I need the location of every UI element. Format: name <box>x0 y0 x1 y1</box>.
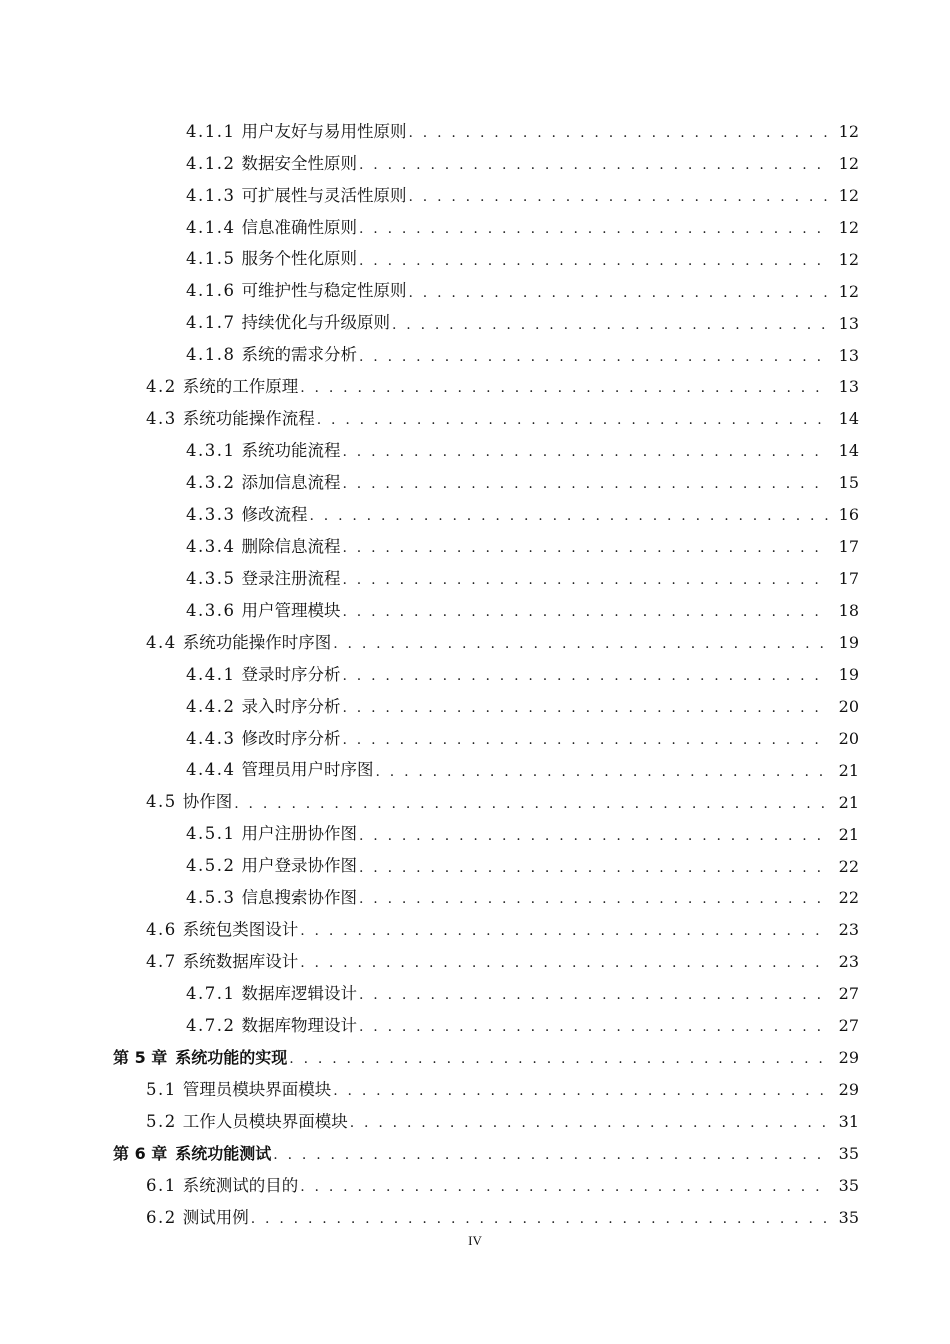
toc-entry-title <box>186 283 406 300</box>
toc-dot-leader <box>289 1052 829 1066</box>
toc-entry[interactable] <box>0 531 950 563</box>
toc-entry[interactable] <box>0 627 950 659</box>
toc-entry-page: 17 <box>838 569 859 589</box>
toc-entry-title <box>186 251 357 268</box>
toc-entry-number: 第 5 章 <box>113 1048 168 1068</box>
toc-entry-page: 35 <box>838 1143 859 1163</box>
toc-entry-number: 6.1 <box>146 1175 177 1195</box>
toc-entry-text: 信息搜索协作图 <box>241 888 357 908</box>
toc-entry-page: 20 <box>838 696 859 716</box>
toc-entry-page: 19 <box>838 632 859 652</box>
toc-dot-leader <box>300 381 829 395</box>
toc-entry-title <box>146 1111 348 1131</box>
toc-dot-leader <box>359 158 829 172</box>
toc-entry-page: 13 <box>838 345 859 365</box>
toc-entry[interactable] <box>0 372 950 404</box>
toc-entry-title <box>113 1050 287 1066</box>
toc-dot-leader <box>342 605 829 619</box>
toc-entry-title <box>186 568 341 588</box>
toc-dot-leader <box>342 445 829 459</box>
toc-entry[interactable] <box>0 914 950 946</box>
toc-dot-leader <box>273 1148 829 1162</box>
toc-entry-number: 4.1.5 <box>186 249 236 269</box>
toc-entry-page: 27 <box>838 1016 859 1036</box>
toc-entry[interactable] <box>0 435 950 467</box>
toc-entry[interactable] <box>0 1170 950 1202</box>
toc-entry[interactable] <box>0 467 950 499</box>
toc-entry-title <box>146 922 298 939</box>
toc-entry-text: 数据库逻辑设计 <box>241 984 357 1004</box>
toc-entry-text: 用户注册协作图 <box>241 824 357 844</box>
toc-dot-leader <box>359 988 829 1002</box>
toc-entry-title <box>186 153 357 173</box>
toc-entry-text: 系统功能流程 <box>241 441 341 461</box>
toc-entry-text: 登录注册流程 <box>241 568 341 588</box>
toc-entry-number: 4.1.1 <box>186 121 236 141</box>
toc-entry-text: 修改流程 <box>241 504 308 524</box>
toc-entry-number: 第 6 章 <box>113 1143 168 1163</box>
toc-dot-leader <box>342 477 829 491</box>
toc-entry-text: 系统的需求分析 <box>241 345 357 365</box>
toc-entry[interactable] <box>0 946 950 978</box>
toc-entry-page: 27 <box>838 984 859 1004</box>
toc-entry-page: 13 <box>838 313 859 333</box>
toc-dot-leader <box>408 286 829 300</box>
toc-dot-leader <box>359 350 829 364</box>
toc-entry[interactable] <box>0 723 950 755</box>
toc-entry-page: 23 <box>838 920 859 940</box>
toc-entry-number: 4.3.4 <box>186 536 236 556</box>
toc-entry-text: 用户登录协作图 <box>241 856 357 876</box>
toc-entry-number: 4.1.7 <box>186 313 236 333</box>
toc-entry[interactable] <box>0 978 950 1010</box>
toc-dot-leader <box>359 222 829 236</box>
toc-entry-text: 数据安全性原则 <box>241 153 357 173</box>
toc-entry-number: 5.2 <box>146 1111 177 1131</box>
toc-dot-leader <box>392 318 829 332</box>
toc-dot-leader <box>309 509 829 523</box>
toc-entry[interactable] <box>0 1106 950 1138</box>
toc-entry-title <box>146 632 332 652</box>
toc-entry-text: 数据库物理设计 <box>241 1015 357 1035</box>
toc-entry[interactable] <box>0 340 950 372</box>
toc-entry[interactable] <box>0 787 950 819</box>
toc-entry-page: 29 <box>838 1080 859 1100</box>
toc-entry-page: 16 <box>838 505 859 525</box>
toc-entry-text: 系统的工作原理 <box>182 377 299 397</box>
toc-entry-page: 19 <box>838 664 859 684</box>
toc-entry-number: 4.3 <box>146 409 177 429</box>
toc-entry[interactable] <box>0 116 950 148</box>
toc-entry-page: 22 <box>838 888 859 908</box>
toc-entry-number: 4.5.2 <box>186 856 236 876</box>
toc-entry-number: 4.2 <box>146 377 177 397</box>
toc-entry-page: 35 <box>838 1175 859 1195</box>
toc-entry-text: 测试用例 <box>182 1207 249 1227</box>
toc-entry-title <box>186 475 340 492</box>
toc-entry-title <box>186 890 357 907</box>
toc-entry-number: 4.5.1 <box>186 824 236 844</box>
toc-entry-text: 工作人员模块界面模块 <box>182 1111 348 1131</box>
toc-entry-text: 管理员模块界面模块 <box>182 1079 332 1099</box>
toc-dot-leader <box>359 829 829 843</box>
toc-entry-text: 信息准确性原则 <box>241 217 357 237</box>
toc-entry-text: 服务个性化原则 <box>241 249 357 269</box>
toc-entry-page: 35 <box>838 1207 859 1227</box>
toc-entry-number: 4.4.4 <box>186 760 236 780</box>
toc-entry-number: 4.1.4 <box>186 217 236 237</box>
toc-entry-text: 修改时序分析 <box>241 728 341 748</box>
toc-entry-title <box>186 185 407 205</box>
toc-dot-leader <box>342 669 829 683</box>
toc-entry-title <box>186 986 357 1003</box>
toc-entry-title <box>186 762 373 779</box>
toc-dot-leader <box>300 1180 829 1194</box>
toc-entry-page: 13 <box>838 377 859 397</box>
toc-dot-leader <box>408 190 829 204</box>
toc-entry[interactable] <box>0 499 950 531</box>
toc-entry[interactable] <box>0 1010 950 1042</box>
toc-entry-text: 管理员用户时序图 <box>241 760 374 780</box>
toc-dot-leader <box>251 1212 829 1226</box>
toc-entry-title <box>146 1207 249 1227</box>
toc-entry-title <box>186 728 341 748</box>
toc-entry-title <box>186 536 341 556</box>
toc-dot-leader <box>408 126 829 140</box>
toc-dot-leader <box>300 924 829 938</box>
toc-dot-leader <box>359 254 829 268</box>
toc-entry[interactable] <box>0 1138 950 1170</box>
toc-entry-title <box>186 504 308 524</box>
toc-entry-number: 4.4.2 <box>186 696 236 716</box>
toc-entry-number: 4.3.5 <box>186 568 236 588</box>
toc-entry-title <box>146 411 315 428</box>
toc-entry-text: 系统功能操作流程 <box>182 409 315 429</box>
toc-dot-leader <box>300 956 829 970</box>
toc-entry-number: 4.1.8 <box>186 345 236 365</box>
toc-entry-text: 用户管理模块 <box>241 600 341 620</box>
toc-entry[interactable] <box>0 1202 950 1234</box>
table-of-contents <box>0 116 950 1234</box>
toc-entry[interactable] <box>0 1042 950 1074</box>
toc-entry-page: 12 <box>838 121 859 141</box>
toc-entry[interactable] <box>0 691 950 723</box>
toc-entry-text: 添加信息流程 <box>241 473 341 493</box>
toc-entry-text: 用户友好与易用性原则 <box>241 121 407 141</box>
toc-entry[interactable] <box>0 148 950 180</box>
toc-entry[interactable] <box>0 276 950 308</box>
toc-entry[interactable] <box>0 308 950 340</box>
toc-entry-number: 5.1 <box>146 1079 177 1099</box>
toc-entry-page: 21 <box>838 792 859 812</box>
toc-entry-number: 4.5 <box>146 792 177 812</box>
toc-entry[interactable] <box>0 244 950 276</box>
toc-entry[interactable] <box>0 403 950 435</box>
toc-entry-page: 21 <box>838 760 859 780</box>
toc-entry-text: 系统功能测试 <box>175 1143 272 1163</box>
toc-entry[interactable] <box>0 595 950 627</box>
toc-entry[interactable] <box>0 212 950 244</box>
toc-entry-number: 4.3.2 <box>186 473 236 493</box>
toc-entry-title <box>186 600 341 620</box>
toc-dot-leader <box>350 1116 829 1130</box>
toc-dot-leader <box>342 701 829 715</box>
toc-entry-number: 4.7 <box>146 952 177 972</box>
toc-entry-title <box>146 1175 299 1195</box>
toc-entry-text: 协作图 <box>182 792 233 812</box>
toc-dot-leader <box>359 861 829 875</box>
toc-entry-text: 系统数据库设计 <box>182 952 299 972</box>
toc-entry-page: 12 <box>838 153 859 173</box>
toc-entry[interactable] <box>0 851 950 883</box>
toc-entry-title <box>186 826 357 843</box>
toc-entry[interactable] <box>0 819 950 851</box>
page-number: IV <box>468 1233 482 1248</box>
toc-entry-page: 18 <box>838 601 859 621</box>
toc-entry-number: 4.7.1 <box>186 984 236 1004</box>
toc-entry-number: 4.1.2 <box>186 153 236 173</box>
toc-entry-title <box>186 1015 357 1035</box>
toc-dot-leader <box>375 765 829 779</box>
toc-entry-title <box>186 696 341 716</box>
toc-entry-text: 系统功能操作时序图 <box>182 632 332 652</box>
toc-entry-title <box>186 217 357 237</box>
toc-dot-leader <box>342 733 829 747</box>
toc-entry-number: 4.4 <box>146 632 177 652</box>
toc-entry-text: 持续优化与升级原则 <box>241 313 390 333</box>
toc-entry-page: 23 <box>838 952 859 972</box>
toc-entry-text: 系统包类图设计 <box>182 920 299 940</box>
toc-dot-leader <box>359 892 829 906</box>
toc-entry[interactable] <box>0 659 950 691</box>
toc-dot-leader <box>359 1020 829 1034</box>
toc-entry-number: 4.3.3 <box>186 504 236 524</box>
toc-entry[interactable] <box>0 883 950 915</box>
toc-entry-number: 6.2 <box>146 1207 177 1227</box>
toc-entry[interactable] <box>0 180 950 212</box>
toc-entry[interactable] <box>0 755 950 787</box>
toc-dot-leader <box>342 541 829 555</box>
toc-entry-page: 15 <box>838 473 859 493</box>
toc-dot-leader <box>333 637 829 651</box>
toc-dot-leader <box>234 797 829 811</box>
toc-entry-title <box>186 121 407 141</box>
toc-entry-text: 系统功能的实现 <box>175 1048 288 1068</box>
toc-entry-title <box>113 1143 272 1163</box>
toc-entry-page: 14 <box>838 441 859 461</box>
toc-entry[interactable] <box>0 563 950 595</box>
toc-entry-page: 14 <box>838 409 859 429</box>
toc-entry-title <box>146 954 298 971</box>
toc-entry-page: 20 <box>838 728 859 748</box>
toc-dot-leader <box>333 1084 829 1098</box>
toc-entry-number: 4.1.3 <box>186 185 236 205</box>
toc-entry-text: 删除信息流程 <box>241 536 341 556</box>
toc-entry-title <box>186 347 357 364</box>
toc-entry-page: 21 <box>838 824 859 844</box>
toc-entry-page: 29 <box>838 1048 859 1068</box>
toc-entry-number: 4.3.6 <box>186 600 236 620</box>
toc-entry-page: 12 <box>838 249 859 269</box>
toc-entry-text: 系统测试的目的 <box>182 1175 299 1195</box>
toc-entry-title <box>146 794 232 811</box>
toc-dot-leader <box>317 413 829 427</box>
toc-entry-title <box>186 443 340 460</box>
toc-entry-text: 录入时序分析 <box>241 696 341 716</box>
toc-entry-number: 4.3.1 <box>186 441 236 461</box>
toc-entry-number: 4.7.2 <box>186 1015 236 1035</box>
toc-entry-page: 17 <box>838 537 859 557</box>
toc-entry-page: 12 <box>838 185 859 205</box>
toc-entry-number: 4.5.3 <box>186 888 236 908</box>
toc-entry-number: 4.6 <box>146 920 177 940</box>
toc-entry-number: 4.4.1 <box>186 664 236 684</box>
toc-entry-title <box>186 858 357 875</box>
toc-entry-title <box>186 315 390 332</box>
toc-entry-number: 4.1.6 <box>186 281 236 301</box>
toc-entry-title <box>146 379 298 396</box>
toc-entry-title <box>186 664 341 684</box>
toc-entry-title <box>146 1079 332 1099</box>
toc-entry-page: 22 <box>838 856 859 876</box>
toc-entry-text: 登录时序分析 <box>241 664 341 684</box>
toc-entry-text: 可扩展性与灵活性原则 <box>241 185 407 205</box>
toc-entry-page: 31 <box>838 1112 859 1132</box>
toc-entry[interactable] <box>0 1074 950 1106</box>
toc-entry-number: 4.4.3 <box>186 728 236 748</box>
toc-entry-page: 12 <box>838 217 859 237</box>
toc-entry-page: 12 <box>838 281 859 301</box>
toc-dot-leader <box>342 573 829 587</box>
toc-entry-text: 可维护性与稳定性原则 <box>241 281 407 301</box>
